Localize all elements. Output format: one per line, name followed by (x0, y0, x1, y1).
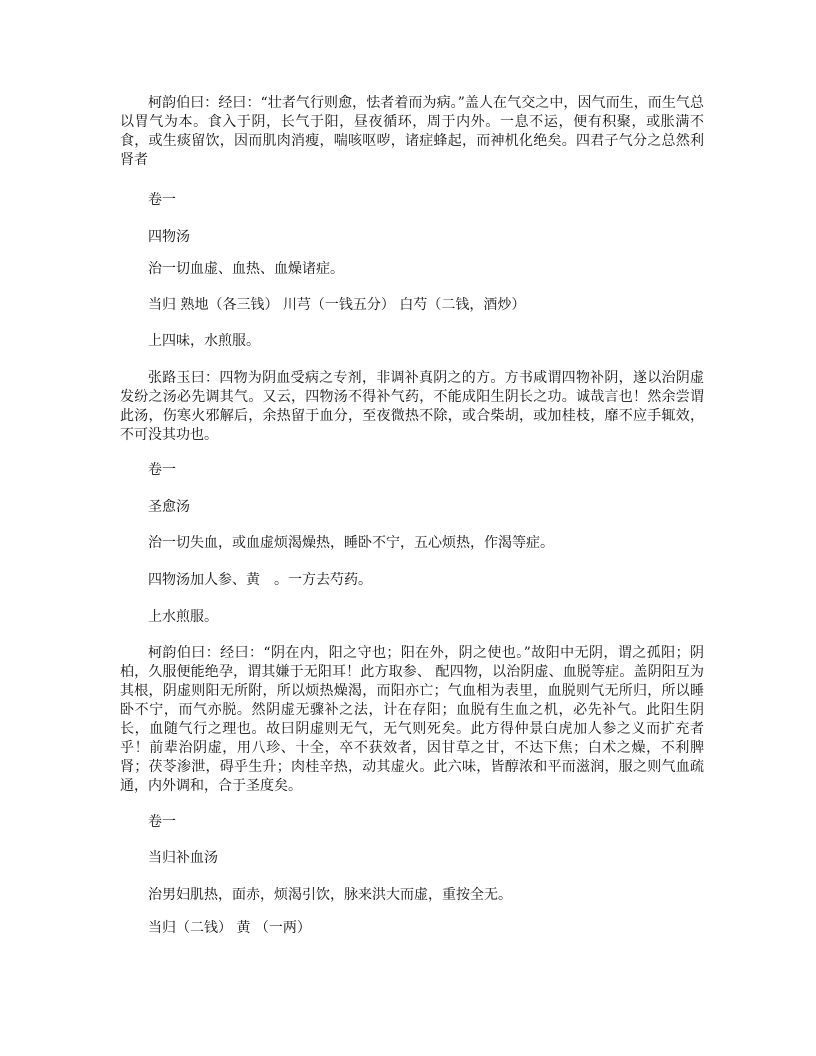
ingredients-paragraph: 四物汤加人参、黄 。一方去芍药。 (148, 572, 372, 588)
volume-heading: 卷一 (148, 814, 176, 830)
commentary-paragraph: 柯韵伯曰：经曰：“壮者气行则愈，怯者着而为病。”盖人在气交之中，因气而生，而生气总以胃气为本。食入于阴，长气于阳，昼夜循环，周于内外。一息不运，便有积聚，或胀满不食，或生痰留饮，因而肌肉消瘦，喘咳呕哕，诸症蜂起，而神机化绝矣。四君子气分之总然利肾者 (120, 95, 704, 168)
ingredients-paragraph: 当归 熟地（各三钱） 川芎（一钱五分） 白芍（二钱，酒炒） (148, 297, 526, 313)
formula-title: 四物汤 (148, 229, 190, 245)
volume-heading: 卷一 (148, 462, 176, 478)
commentary-paragraph: 柯韵伯曰：经曰：“阴在内，阳之守也；阳在外，阴之使也。”故阳中无阴，谓之孤阳；阴柏，久服便能绝孕，谓其嫌于无阳耳！此方取参、 配四物，以治阴虚、血脱等症。盖阴阳互为其根，阴虚则阳无所附，所以烦热燥渴，而阳亦亡；气血相为表里，血脱则气无所归，所以睡卧不宁，而气亦脱。然阴虚无骤补之法，计在存阳；血脱有生血之机，必先补气。此阳生阴长，血随气行之理也。故曰阴虚则无气，无气则死矣。此方得仲景白虎加人参之义而扩充者乎！前辈治阴虚，用八珍、十全，卒不获效者，因甘草之甘，不达下焦；白术之燥，不利脾肾；茯苓渗泄，碍乎生升；肉桂辛热，动其虚火。此六味，皆醇浓和平而滋润，服之则气血疏通，内外调和，合于圣度矣。 (120, 645, 704, 794)
indication-paragraph: 治一切失血，或血虚烦渴燥热，睡卧不宁，五心烦热，作渴等症。 (148, 535, 554, 551)
indication-paragraph: 治一切血虚、血热、血燥诸症。 (148, 261, 344, 277)
ingredients-paragraph: 当归（二钱） 黄 （一两） (148, 920, 311, 936)
formula-title: 当归补血汤 (148, 850, 218, 866)
preparation-paragraph: 上四味，水煎服。 (148, 333, 260, 349)
formula-title: 圣愈汤 (148, 499, 190, 515)
preparation-paragraph: 上水煎服。 (148, 609, 218, 625)
volume-heading: 卷一 (148, 192, 176, 208)
commentary-paragraph: 张路玉曰：四物为阴血受病之专剂，非调补真阴之的方。方书咸谓四物补阴，遂以治阴虚发纷之汤必先调其气。又云，四物汤不得补气药，不能成阳生阴长之功。诚哉言也！然余尝谓此汤，伤寒火邪解后，余热留于血分，至夜微热不除，或合柴胡，或加桂枝，靡不应手辄效，不可没其功也。 (120, 370, 704, 443)
indication-paragraph: 治男妇肌热，面赤，烦渴引饮，脉来洪大而虚，重按全无。 (148, 887, 512, 903)
